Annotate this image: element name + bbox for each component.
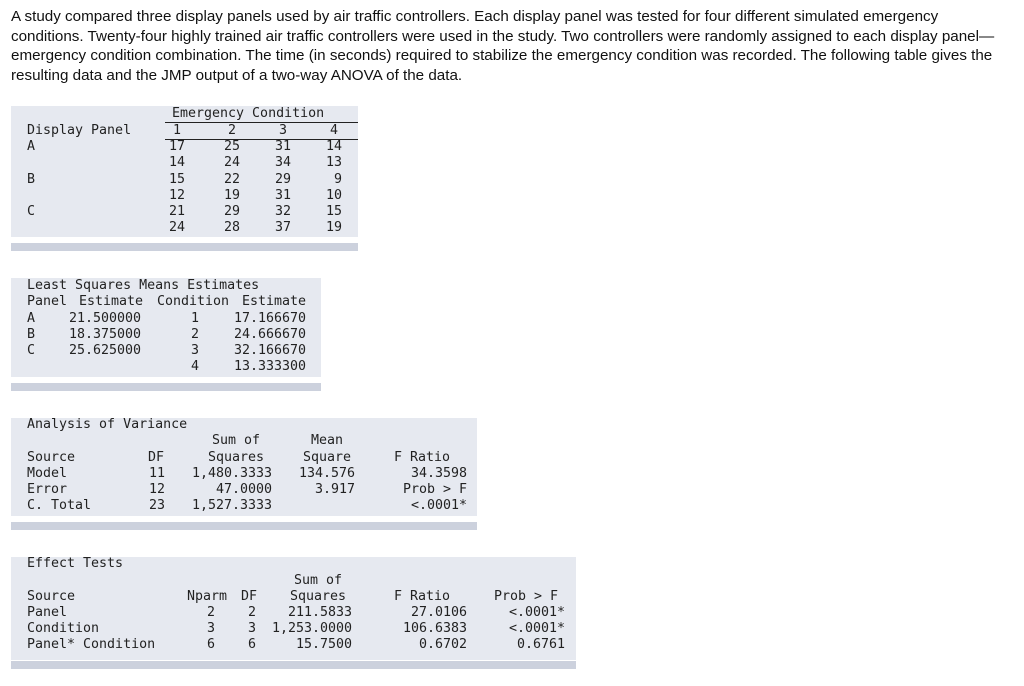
lsm-panel-estimate: 18.375000 xyxy=(69,327,142,342)
data-cell: 34 xyxy=(274,155,291,170)
data-cell: 17 xyxy=(168,139,185,154)
condition-header: 2 xyxy=(227,123,236,138)
data-cell: 15 xyxy=(168,172,185,187)
lsm-header-estimate: Estimate xyxy=(242,294,307,309)
data-cell: 29 xyxy=(274,172,291,187)
effects-p: <.0001* xyxy=(508,621,565,636)
effects-df: 6 xyxy=(247,637,256,652)
data-cell: 14 xyxy=(168,155,185,170)
lsm-panel: C xyxy=(27,343,36,358)
panel-label: A xyxy=(27,139,36,154)
data-cell: 21 xyxy=(168,204,185,219)
effects-f: 27.0106 xyxy=(410,605,467,620)
condition-header: 3 xyxy=(278,123,287,138)
lsm-condition: 4 xyxy=(191,359,200,374)
anova-ss: 1,527.3333 xyxy=(191,498,272,513)
anova-header-f: F Ratio xyxy=(394,450,451,465)
data-cell: 9 xyxy=(333,172,342,187)
effects-title: Effect Tests xyxy=(27,556,124,571)
effects-header-f: F Ratio xyxy=(394,589,451,604)
lsm-condition: 1 xyxy=(191,311,200,326)
effects-nparm: 3 xyxy=(206,621,215,636)
data-cell: 29 xyxy=(223,204,240,219)
effects-header-ss: Squares xyxy=(289,589,347,604)
condition-header: 1 xyxy=(172,123,181,138)
anova-df: 12 xyxy=(148,482,165,497)
effects-p: 0.6761 xyxy=(516,637,565,652)
anova-df: 23 xyxy=(148,498,165,513)
anova-source: Error xyxy=(27,482,68,497)
effects-header-df: DF xyxy=(241,589,258,604)
anova-prob-value: <.0001* xyxy=(410,498,467,513)
anova-source: C. Total xyxy=(27,498,92,513)
effects-nparm: 6 xyxy=(206,637,215,652)
data-cell: 28 xyxy=(223,220,240,235)
effects-ss: 1,253.0000 xyxy=(271,621,352,636)
anova-header-ms: Square xyxy=(302,450,352,465)
data-cell: 37 xyxy=(274,220,291,235)
anova-title: Analysis of Variance xyxy=(27,417,188,432)
effects-source: Panel* Condition xyxy=(27,637,156,652)
data-cell: 13 xyxy=(325,155,342,170)
anova-ss: 47.0000 xyxy=(215,482,272,497)
effects-header-p: Prob > F xyxy=(494,589,559,604)
data-cell: 10 xyxy=(325,188,342,203)
data-cell: 14 xyxy=(325,139,342,154)
effects-f: 106.6383 xyxy=(402,621,467,636)
anova-header-ms: Mean xyxy=(310,433,344,448)
anova-header-ss: Squares xyxy=(207,450,265,465)
panel-label: C xyxy=(27,204,36,219)
data-cell: 32 xyxy=(274,204,291,219)
data-cell: 24 xyxy=(223,155,240,170)
data-cell: 19 xyxy=(223,188,240,203)
lsm-condition: 3 xyxy=(191,343,200,358)
anova-header-ss: Sum of xyxy=(211,433,261,448)
effects-source: Panel xyxy=(27,605,68,620)
anova-ss: 1,480.3333 xyxy=(191,466,272,481)
lsm-panel-estimate: 25.625000 xyxy=(69,343,142,358)
anova-f: 34.3598 xyxy=(410,466,467,481)
data-cell: 24 xyxy=(168,220,185,235)
panel-label: B xyxy=(27,172,36,187)
data-cell: 31 xyxy=(274,188,291,203)
effects-f: 0.6702 xyxy=(418,637,467,652)
lsm-header-condition: Condition xyxy=(157,294,230,309)
lsm-header-estimate: Estimate xyxy=(79,294,144,309)
lsm-header-panel: Panel xyxy=(27,294,68,309)
anova-ms: 3.917 xyxy=(314,482,355,497)
lsm-condition-estimate: 17.166670 xyxy=(234,311,307,326)
lsm-panel: A xyxy=(27,311,36,326)
effects-df: 2 xyxy=(247,605,256,620)
lsm-panel: B xyxy=(27,327,36,342)
anova-df: 11 xyxy=(148,466,165,481)
data-cell: 15 xyxy=(325,204,342,219)
lsm-condition: 2 xyxy=(191,327,200,342)
effects-header-ss: Sum of xyxy=(293,573,343,588)
anova-prob-label: Prob > F xyxy=(402,482,467,497)
data-cell: 12 xyxy=(168,188,185,203)
lsm-condition-estimate: 13.333300 xyxy=(234,359,307,374)
anova-source: Model xyxy=(27,466,68,481)
data-cell: 31 xyxy=(274,139,291,154)
effects-source: Condition xyxy=(27,621,100,636)
anova-header-df: DF xyxy=(148,450,165,465)
lsm-panel-estimate: 21.500000 xyxy=(69,311,142,326)
effects-df: 3 xyxy=(247,621,256,636)
anova-header-source: Source xyxy=(27,450,76,465)
data-cell: 19 xyxy=(325,220,342,235)
anova-ms: 134.576 xyxy=(298,466,355,481)
lsm-condition-estimate: 32.166670 xyxy=(234,343,307,358)
effects-ss: 211.5833 xyxy=(287,605,352,620)
effects-p: <.0001* xyxy=(508,605,565,620)
effects-header-nparm: Nparm xyxy=(187,589,228,604)
effects-header-source: Source xyxy=(27,589,76,604)
data-cell: 25 xyxy=(223,139,240,154)
emergency-condition-header: Emergency Condition xyxy=(172,106,325,121)
effects-nparm: 2 xyxy=(206,605,215,620)
display-panel-header: Display Panel xyxy=(27,123,132,138)
problem-statement: A study compared three display panels used by air traffic controllers. Each display panel was tested for four different simulated emergency conditions. Twenty-four highly trained air traffic controllers were used in the study. Two controllers were randomly assigned to each display panel—emergency condition combination. The time (in seconds) required to stabilize the emergency condition was recorded. The following table gives the resulting data and the JMP output of a two-way ANOVA of the data. xyxy=(11,8,995,84)
condition-header: 4 xyxy=(329,123,338,138)
lsm-condition-estimate: 24.666670 xyxy=(234,327,307,342)
data-cell: 22 xyxy=(223,172,240,187)
lsm-title: Least Squares Means Estimates xyxy=(27,278,260,293)
effects-ss: 15.7500 xyxy=(295,637,352,652)
